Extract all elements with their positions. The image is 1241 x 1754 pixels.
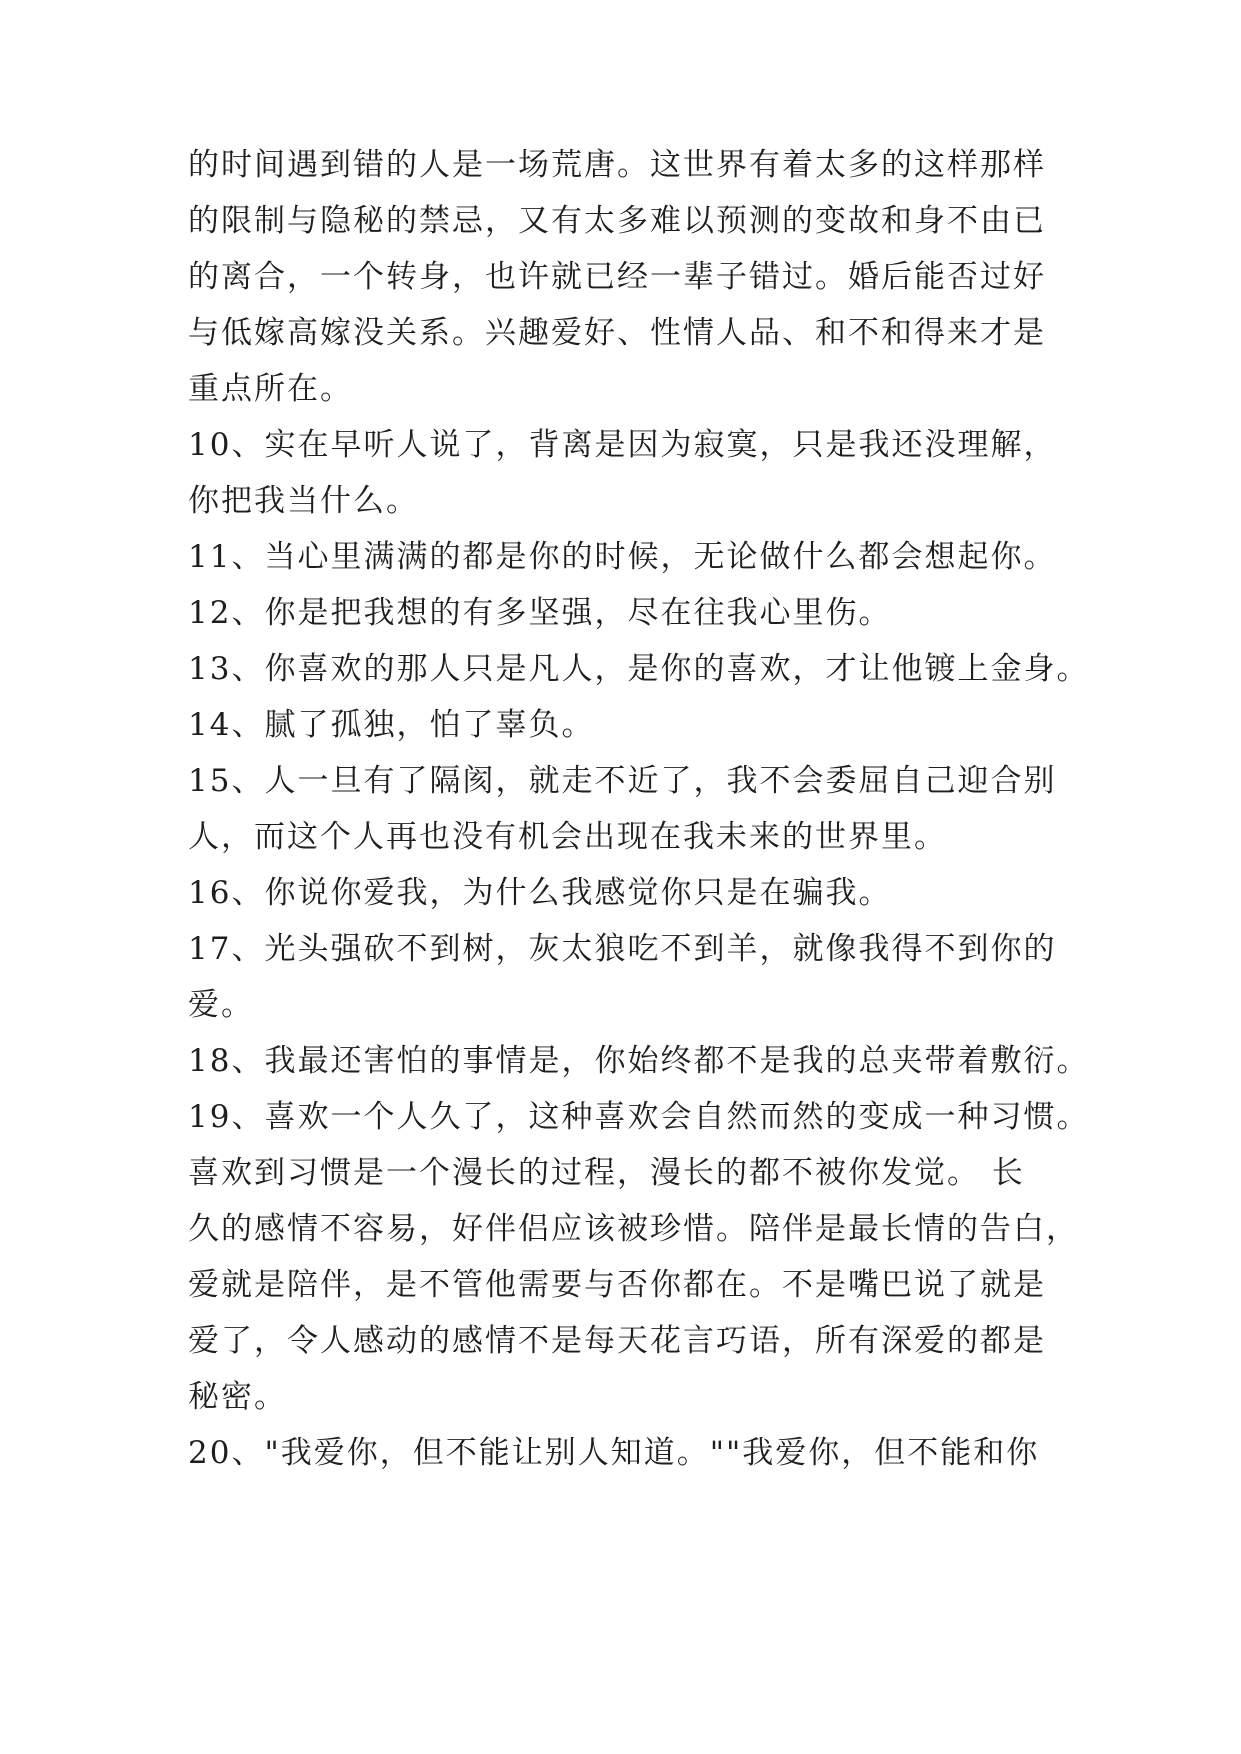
text-line: 16、你说你爱我，为什么我感觉你只是在骗我。 — [188, 875, 892, 911]
text-line: 爱就是陪伴，是不管他需要与否你都在。不是嘴巴说了就是 — [188, 1267, 1046, 1303]
text-line: 19、喜欢一个人久了，这种喜欢会自然而然的变成一种习惯。 — [188, 1099, 1090, 1135]
text-line: 的离合，一个转身，也许就已经一辈子错过。婚后能否过好 — [188, 259, 1046, 295]
text-line: 人，而这个人再也没有机会出现在我未来的世界里。 — [188, 819, 947, 855]
text-line: 久的感情不容易，好伴侣应该被珍惜。陪伴是最长情的告白， — [188, 1211, 1079, 1247]
text-line: 爱。 — [188, 987, 254, 1023]
text-line: 的时间遇到错的人是一场荒唐。这世界有着太多的这样那样 — [188, 147, 1046, 183]
text-line: 喜欢到习惯是一个漫长的过程，漫长的都不被你发觉。 长 — [188, 1155, 1025, 1191]
text-line: 与低嫁高嫁没关系。兴趣爱好、性情人品、和不和得来才是 — [188, 315, 1046, 351]
text-line: 重点所在。 — [188, 371, 353, 407]
text-line: 17、光头强砍不到树，灰太狼吃不到羊，就像我得不到你的 — [188, 931, 1057, 967]
text-line: 15、人一旦有了隔阂，就走不近了，我不会委屈自己迎合别 — [188, 763, 1057, 799]
text-line: 11、当心里满满的都是你的时候，无论做什么都会想起你。 — [188, 539, 1057, 575]
text-line: 爱了，令人感动的感情不是每天花言巧语，所有深爱的都是 — [188, 1323, 1046, 1359]
text-line: 20、"我爱你，但不能让别人知道。""我爱你，但不能和你 — [188, 1435, 1040, 1471]
text-line: 18、我最还害怕的事情是，你始终都不是我的总夹带着敷衍。 — [188, 1043, 1090, 1079]
text-line: 10、实在早听人说了，背离是因为寂寞，只是我还没理解， — [188, 427, 1057, 463]
text-line: 秘密。 — [188, 1379, 287, 1415]
text-line: 13、你喜欢的那人只是凡人，是你的喜欢，才让他镀上金身。 — [188, 651, 1090, 687]
text-line: 的限制与隐秘的禁忌，又有太多难以预测的变故和身不由已 — [188, 203, 1046, 239]
text-line: 你把我当什么。 — [188, 483, 419, 519]
text-line: 14、腻了孤独，怕了辜负。 — [188, 707, 595, 743]
text-line: 12、你是把我想的有多坚强，尽在往我心里伤。 — [188, 595, 892, 631]
